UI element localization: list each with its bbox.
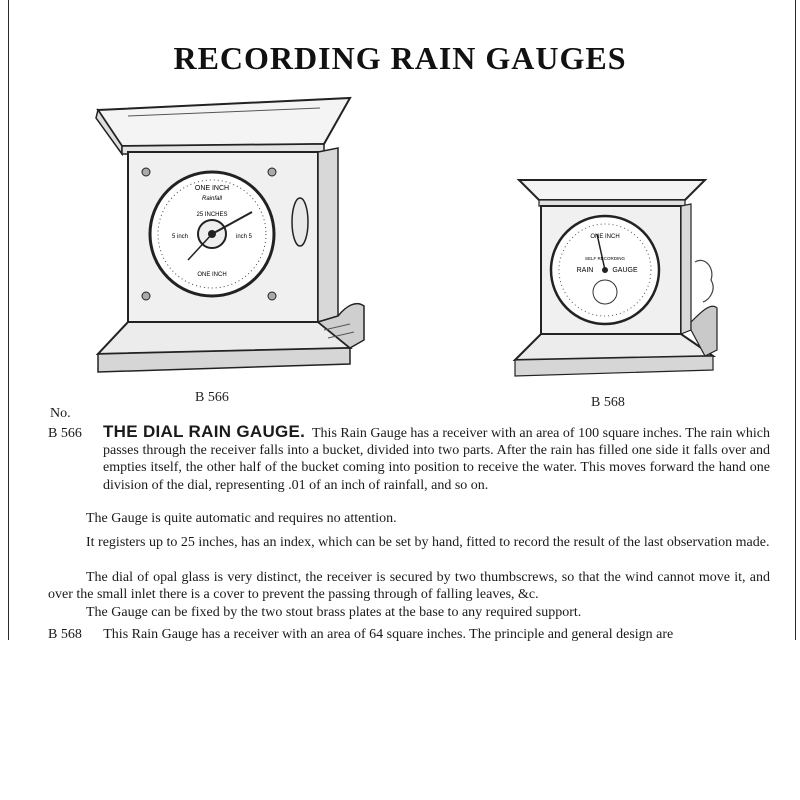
paragraph: The dial of opal glass is very distinct, the receiver is secured by two thumbscrews, so that the wind cannot move it, and over the small inlet there is a cover to prevent the passing through of falling leaves, &c. bbox=[48, 570, 770, 603]
dial-top-label: ONE INCH bbox=[194, 185, 230, 192]
dial-center-label: 25 INCHES bbox=[196, 212, 228, 218]
page-title: RECORDING RAIN GAUGES bbox=[173, 40, 627, 76]
dial-maker-label: Rainfall bbox=[201, 196, 223, 202]
paragraph: The Gauge can be fixed by the two stout brass plates at the base to any required support. bbox=[86, 605, 582, 620]
entry-number: B 568 bbox=[48, 627, 82, 642]
entry-heading: THE DIAL RAIN GAUGE. bbox=[103, 422, 306, 441]
rain-gauge-b568-illustration bbox=[505, 172, 720, 382]
caption-b566: B 566 bbox=[195, 390, 229, 405]
paragraph: It registers up to 25 inches, has an index, which can be set by hand, fitted to record the result of the last observation made. bbox=[86, 535, 770, 550]
caption-b568: B 568 bbox=[591, 395, 625, 410]
dial-left-label: RAIN bbox=[576, 267, 594, 274]
entry-intro: This Rain Gauge has a receiver with an area of 100 square inches. The rain which passes through the receiver falls into a bucket, divided into two parts. After the rain has filled one side it falls over and empties itself, the other half of the bucket coming into position to receive the water. This moves forward the hand one division of the dial, representing .01 of an inch of rainfall, and so on. bbox=[103, 426, 770, 493]
entry-b566 bbox=[48, 423, 770, 494]
paragraph: The Gauge is quite automatic and requires no attention. bbox=[86, 511, 397, 526]
dial-right-label: inch 5 bbox=[235, 234, 253, 240]
dial-right-label: GAUGE bbox=[612, 267, 638, 274]
number-column-label: No. bbox=[50, 406, 71, 421]
dial-bottom-label: ONE INCH bbox=[197, 272, 227, 278]
entry-b568 bbox=[48, 626, 770, 643]
rain-gauge-b566-illustration bbox=[88, 92, 368, 382]
entry-number: B 566 bbox=[48, 426, 82, 441]
dial-top-label: ONE INCH bbox=[590, 234, 620, 240]
entry-text: This Rain Gauge has a receiver with an area of 64 square inches. The principle and general design are bbox=[103, 627, 674, 642]
dial-left-label: 5 inch bbox=[171, 234, 189, 240]
dial-sub-label: SELF RECORDING bbox=[584, 256, 626, 261]
